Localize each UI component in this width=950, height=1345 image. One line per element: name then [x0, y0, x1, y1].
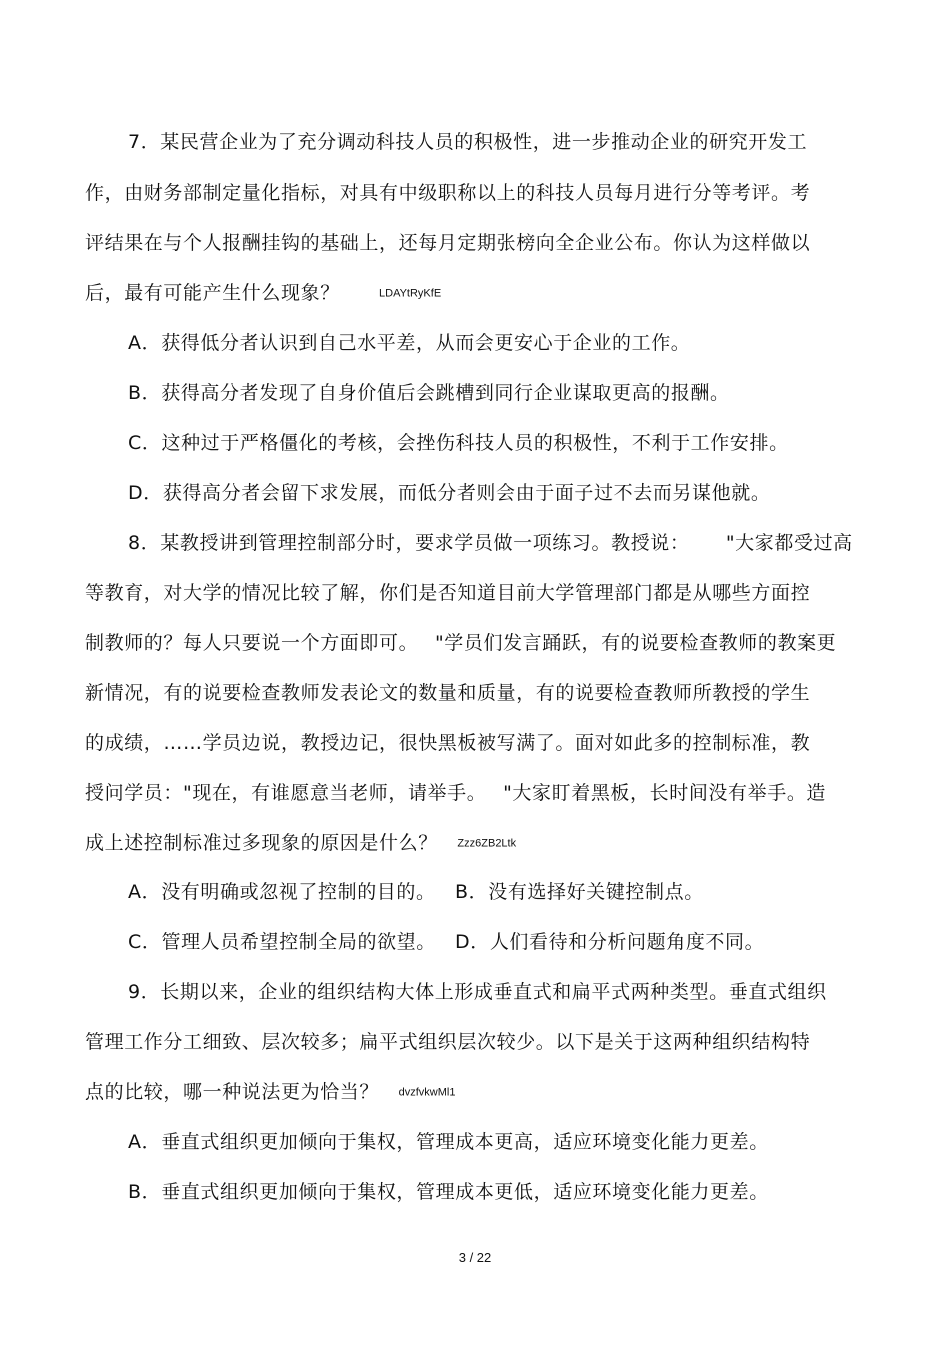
q8-line-6: 授问学员："现在，有谁愿意当老师，请举手。 "大家盯着黑板，长时间没有举手。造 — [85, 782, 827, 804]
q8-option-a: A．没有明确或忽视了控制的目的。 — [128, 881, 436, 903]
q8-line-7 — [85, 831, 516, 856]
q7-line-4 — [85, 281, 441, 306]
q8-line-3: 制教师的？每人只要说一个方面即可。 "学员们发言踊跃，有的说要检查教师的教案更 — [85, 632, 837, 654]
q9-line-3-text: 点的比较，哪一种说法更为恰当？ — [85, 1081, 380, 1103]
q7-line-2: 作，由财务部制定量化指标，对具有中级职称以上的科技人员每月进行分等考评。考 — [85, 182, 811, 204]
q9-line-1: 9．长期以来，企业的组织结构大体上形成垂直式和扁平式两种类型。垂直式组织 — [128, 981, 827, 1003]
q7-line-1: 7．某民营企业为了充分调动科技人员的积极性，进一步推动企业的研究开发工 — [128, 131, 808, 153]
q8-code: Zzz6ZB2Ltk — [457, 837, 517, 850]
q8-line-1: 8．某教授讲到管理控制部分时，要求学员做一项练习。教授说： "大家都受过高 — [128, 532, 853, 554]
q8-line-7-text: 成上述控制标准过多现象的原因是什么？ — [85, 832, 438, 854]
q8-option-d: D．人们看待和分析问题角度不同。 — [455, 931, 765, 953]
q8-line-2: 等教育，对大学的情况比较了解，你们是否知道目前大学管理部门都是从哪些方面控 — [85, 582, 811, 604]
q7-line-3: 评结果在与个人报酬挂钩的基础上，还每月定期张榜向全企业公布。你认为这样做以 — [85, 232, 811, 254]
q9-option-b: B．垂直式组织更加倾向于集权，管理成本更低，适应环境变化能力更差。 — [128, 1181, 769, 1203]
q8-option-b: B．没有选择好关键控制点。 — [455, 881, 704, 903]
q9-line-2: 管理工作分工细致、层次较多；扁平式组织层次较少。以下是关于这两种组织结构特 — [85, 1031, 811, 1053]
q7-option-c: C．这种过于严格僵化的考核，会挫伤科技人员的积极性，不利于工作安排。 — [128, 432, 789, 454]
q8-line-4: 新情况，有的说要检查教师发表论文的数量和质量，有的说要检查教师所教授的学生 — [85, 682, 811, 704]
page-number: 3 / 22 — [458, 1250, 492, 1265]
q9-line-3 — [85, 1080, 455, 1105]
q9-code: dvzfvkwMl1 — [398, 1086, 456, 1099]
q7-option-d: D．获得高分者会留下求发展，而低分者则会由于面子过不去而另谋他就。 — [128, 482, 771, 504]
q8-option-c: C．管理人员希望控制全局的欲望。 — [128, 931, 436, 953]
q9-option-a: A．垂直式组织更加倾向于集权，管理成本更高，适应环境变化能力更差。 — [128, 1131, 769, 1153]
q7-line-4-text: 后，最有可能产生什么现象？ — [85, 282, 340, 304]
q8-line-5: 的成绩，……学员边说，教授边记，很快黑板被写满了。面对如此多的控制标准，教 — [85, 732, 811, 754]
q7-option-a: A．获得低分者认识到自己水平差，从而会更安心于企业的工作。 — [128, 332, 691, 354]
q7-option-b: B．获得高分者发现了自身价值后会跳槽到同行企业谋取更高的报酬。 — [128, 382, 730, 404]
q7-code: LDAYtRyKfE — [379, 287, 442, 300]
